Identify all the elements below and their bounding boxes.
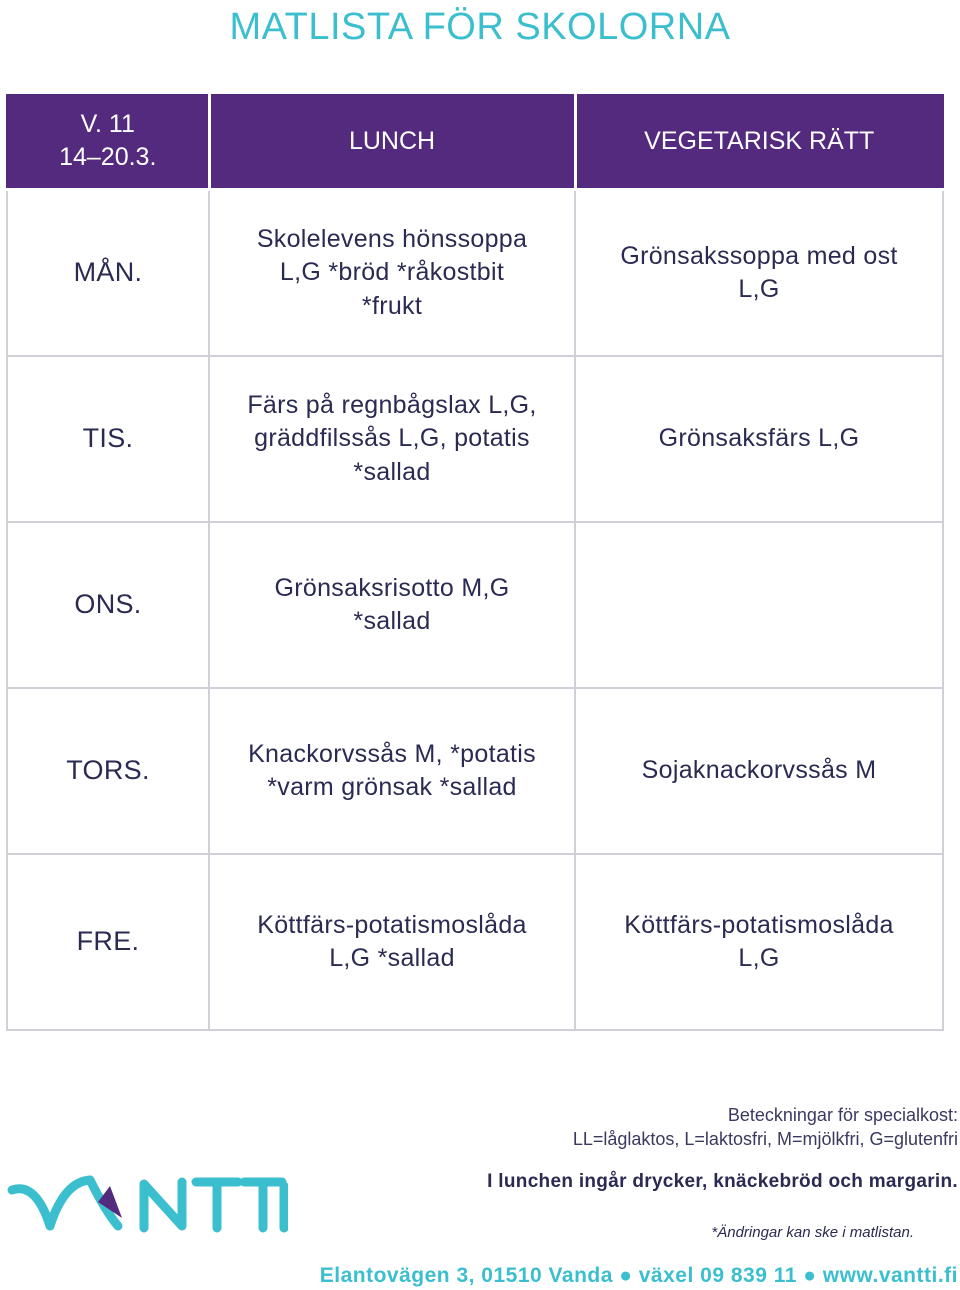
lunch-header: LUNCH <box>209 94 575 190</box>
lunch-line: *sallad <box>353 457 431 486</box>
day-cell: FRE. <box>7 854 209 1030</box>
lunch-line: Färs på regnbågslax L,G, <box>247 391 537 420</box>
lunch-cell <box>209 356 575 522</box>
vegetarian-header: VEGETARISK RÄTT <box>575 94 943 190</box>
lunch-line: gräddfilssås L,G, potatis <box>254 424 530 453</box>
week-header <box>7 94 209 190</box>
diet-legend <box>573 1103 958 1152</box>
vegetarian-line: Grönsaksfärs L,G <box>658 424 860 453</box>
lunch-note: I lunchen ingår drycker, knäckebröd och margarin. <box>487 1171 958 1192</box>
menu-table <box>6 94 944 1031</box>
lunch-line: L,G *bröd *råkostbit <box>279 258 505 287</box>
lunch-line: Grönsaksrisotto M,G <box>274 573 510 602</box>
day-cell: TORS. <box>7 688 209 854</box>
vegetarian-line: Köttfärs-potatismoslåda <box>624 910 894 939</box>
day-cell: TIS. <box>7 356 209 522</box>
menu-row <box>7 356 943 522</box>
vegetarian-cell <box>575 190 943 357</box>
changes-note: *Ändringar kan ske i matlistan. <box>711 1224 914 1241</box>
vegetarian-line: L,G <box>738 944 780 972</box>
day-cell: ONS. <box>7 522 209 688</box>
lunch-line: Skolelevens hönssoppa <box>256 225 528 254</box>
vegetarian-cell <box>575 356 943 522</box>
lunch-line: L,G *sallad <box>329 944 455 972</box>
lunch-line: *frukt <box>361 291 423 320</box>
lunch-line: Köttfärs-potatismoslåda <box>257 910 527 939</box>
menu-row <box>7 854 943 1030</box>
menu-header-row <box>7 94 943 190</box>
vegetarian-line: Sojaknackorvssås M <box>641 756 877 785</box>
menu-row <box>7 190 943 357</box>
week-label: V. 11 <box>80 110 135 138</box>
vegetarian-line: L,G <box>738 275 780 303</box>
lunch-cell <box>209 190 575 357</box>
lunch-line: *sallad <box>353 607 431 635</box>
lunch-cell <box>209 854 575 1030</box>
menu-row <box>7 522 943 688</box>
menu-body <box>7 190 943 1031</box>
lunch-line: Knackorvssås M, *potatis <box>248 739 536 768</box>
vegetarian-cell <box>575 854 943 1030</box>
page-title: MATLISTA FÖR SKOLORNA <box>229 6 731 48</box>
lunch-cell <box>209 688 575 854</box>
legend-codes: LL=låglaktos, L=laktosfri, M=mjölkfri, G=glutenfri <box>572 1129 958 1150</box>
footer-address: Elantovägen 3, 01510 Vanda ● växel 09 839 11 ● www.vantti.fi <box>319 1264 958 1287</box>
legend-title: Beteckningar för specialkost: <box>727 1105 958 1125</box>
menu-row <box>7 688 943 854</box>
vegetarian-cell <box>575 522 943 688</box>
day-cell: MÅN. <box>7 190 209 357</box>
vegetarian-line: Grönsakssoppa med ost <box>620 241 898 270</box>
lunch-line: *varm grönsak *sallad <box>267 773 517 801</box>
lunch-cell <box>209 522 575 688</box>
vantti-logo <box>6 1172 288 1234</box>
vegetarian-cell <box>575 688 943 854</box>
week-dates: 14–20.3. <box>59 143 157 171</box>
